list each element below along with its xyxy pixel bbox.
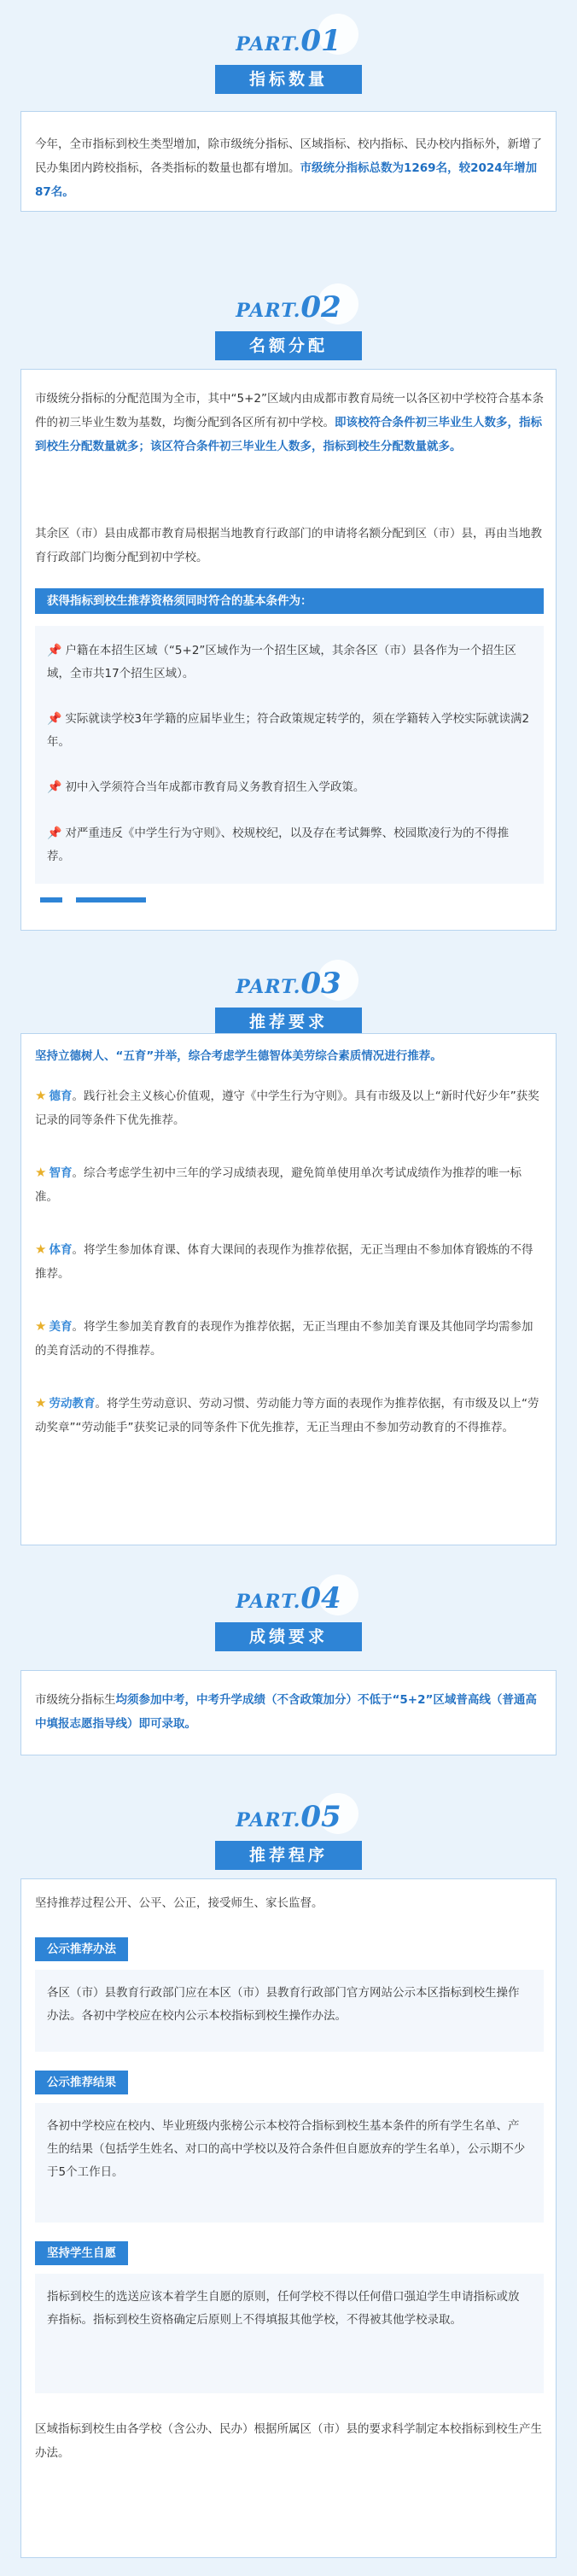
decor-dash [76,897,146,902]
requirement-item: ★ 智育。综合考虑学生初中三年的学习成绩表现，避免简单使用单次考试成绩作为推荐的唯一标准。 [35,1165,522,1204]
pushpin-icon: 📌 [47,780,62,794]
requirement-item: ★ 劳动教育。将学生劳动意识、劳动习惯、劳动能力等方面的表现作为推荐依据，有市级及以上“劳动奖章”“劳动能手”获奖记录的同等条件下优先推荐，无正当理由不参加劳动教育的不得推荐。 [35,1395,539,1434]
pushpin-icon: 📌 [47,827,62,840]
section-title: 推荐要求 [215,1008,362,1037]
section-header-02 [0,272,577,365]
pushpin-icon: 📌 [47,712,62,726]
section-header-04 [0,1563,577,1656]
publish-method-box [35,1970,544,2052]
subhead-publish-method: 公示推荐办法 [35,1937,128,1961]
condition-item: 📌 初中入学须符合当年成都市教育局义务教育招生入学政策。 [47,780,365,794]
publish-result-text: 各初中学校应在校内、毕业班级内张榜公示本校符合指标到校生基本条件的所有学生名单、产生的结果（包括学生姓名、对口的高中学校以及符合条件但自愿放弃的学生名单），公示期不少于5个工作日。 [47,2119,526,2179]
star-icon: ★ [35,1318,47,1334]
section-header-03 [0,948,577,1042]
part-label: PART.03 [236,967,341,1001]
requirements-card [20,1033,557,1545]
voluntary-text: 指标到校生的选送应该本着学生自愿的原则，任何学校不得以任何借口强迫学生申请指标或放弃指标。指标到校生资格确定后原则上不得填报其他学校，不得被其他学校录取。 [47,2290,520,2327]
pushpin-icon: 📌 [47,644,62,657]
decor-dash [40,897,62,902]
requirement-item: ★ 德育。践行社会主义核心价值观，遵守《中学生行为守则》。具有市级及以上“新时代好少年”获奖记录的同等条件下优先推荐。 [35,1088,539,1127]
voluntary-box [35,2274,544,2393]
requirement-item: ★ 美育。将学生参加美育教育的表现作为推荐依据，无正当理由不参加美育课及其他同学均需参加的美育活动的不得推荐。 [35,1318,533,1358]
allocation-text: 市级统分指标的分配范围为全市，其中“5+2”区域内由成都市教育局统一以各区初中学校符合基本条件的初三毕业生数为基数，均衡分配到各区所有初中学校。即该校符合条件初三毕业生人数多，指标到校生分配数量就多；该区符合条件初三毕业生人数多，指标到校生分配数量就多。 [35,392,544,453]
conditions-box [35,626,544,884]
section-title: 指标数量 [215,65,362,94]
part-label: PART.02 [236,290,341,324]
publish-method-text: 各区（市）县教育行政部门应在本区（市）县教育行政部门官方网站公示本区指标到校生操作办法。各初中学校应在校内公示本校指标到校生操作办法。 [47,1986,520,2023]
subhead-voluntary: 坚持学生自愿 [35,2241,128,2265]
conditions-bar: 获得指标到校生推荐资格须同时符合的基本条件为： [35,588,544,614]
star-icon: ★ [35,1395,47,1411]
allocation-card [20,369,557,931]
score-card [20,1670,557,1755]
score-text: 市级统分指标生均须参加中考，中考升学成绩（不含政策加分）不低于“5+2”区域普高线（普通高中填报志愿指导线）即可录取。 [35,1693,537,1731]
procedure-tail: 区域指标到校生由各学校（含公办、民办）根据所属区（市）县的要求科学制定本校指标到校生产生办法。 [35,2422,542,2460]
part-label: PART.01 [236,24,341,58]
condition-item: 📌 实际就读学校3年学籍的应届毕业生；符合政策规定转学的，须在学籍转入学校实际就读满2年。 [47,712,530,749]
star-icon: ★ [35,1165,47,1180]
requirement-item: ★ 体育。将学生参加体育课、体育大课间的表现作为推荐依据，无正当理由不参加体育锻炼的不得推荐。 [35,1241,533,1281]
procedure-lead: 坚持推荐过程公开、公平、公正，接受师生、家长监督。 [35,1896,323,1910]
section-header-05 [0,1781,577,1875]
quantity-card [20,111,557,212]
section-title: 名额分配 [215,331,362,360]
publish-result-box [35,2103,544,2223]
star-icon: ★ [35,1088,47,1103]
condition-item: 📌 户籍在本招生区域（“5+2”区域作为一个招生区域，其余各区（市）县各作为一个招生区域，全市共17个招生区域）。 [47,644,516,681]
requirements-lead: 坚持立德树人、“五育”并举，综合考虑学生德智体美劳综合素质情况进行推荐。 [35,1049,442,1063]
star-icon: ★ [35,1241,47,1257]
procedure-card [20,1878,557,2558]
part-label: PART.04 [236,1581,341,1615]
subhead-publish-result: 公示推荐结果 [35,2071,128,2094]
allocation-text-2: 其余区（市）县由成都市教育局根据当地教育行政部门的申请将名额分配到区（市）县，再由当地教育行政部门均衡分配到初中学校。 [35,527,542,564]
part-label: PART.05 [236,1800,341,1834]
section-title: 推荐程序 [215,1841,362,1870]
quantity-text: 今年，全市指标到校生类型增加，除市级统分指标、区域指标、校内指标、民办校内指标外，新增了民办集团内跨校指标，各类指标的数量也都有增加。市级统分指标总数为1269名，较2024年增加87名。 [35,137,542,199]
section-title: 成绩要求 [215,1622,362,1651]
condition-item: 📌 对严重违反《中学生行为守则》、校规校纪，以及存在考试舞弊、校园欺凌行为的不得推荐。 [47,827,510,863]
section-header-01 [0,0,577,94]
